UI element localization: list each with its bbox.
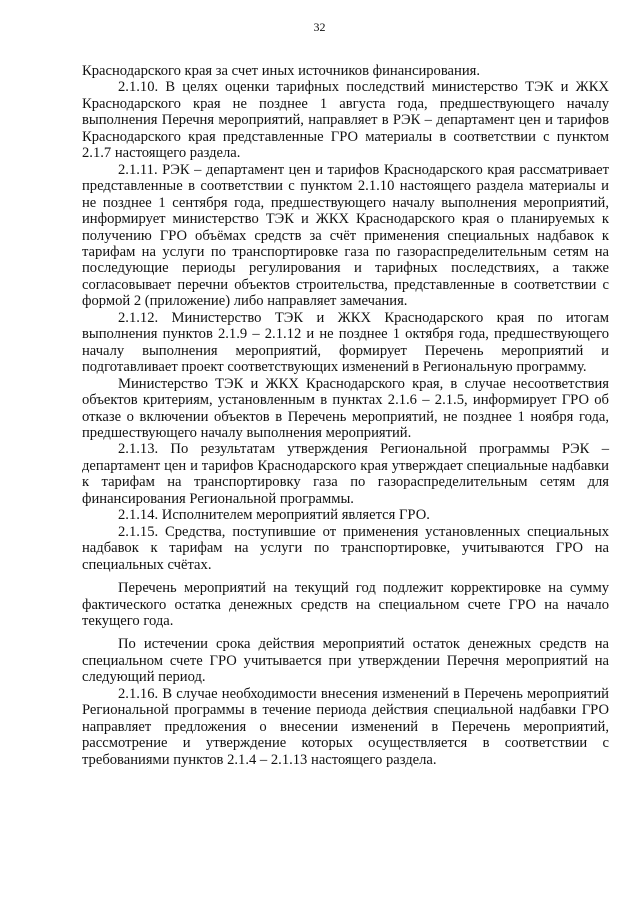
paragraph-2-1-10: 2.1.10. В целях оценки тарифных последствий министерство ТЭК и ЖКХ Краснодарского края не позднее 1 августа года, предшествующего началу выполнения Перечня мероприятий, направляет в РЭК – департамент цен и тарифов Краснодарского края представленные ГРО материалы в соответствии с пунктом 2.1.7 настоящего раздела.: [82, 79, 609, 162]
paragraph-continuation: Краснодарского края за счет иных источников финансирования.: [82, 63, 481, 79]
paragraph-ministry-notice: Министерство ТЭК и ЖКХ Краснодарского края, в случае несоответствия объектов критериям, установленным в пунктах 2.1.6 – 2.1.5, информирует ГРО об отказе о включении объектов в Перечень мероприятий, не позднее 1 ноября года, предшествующего началу выполнения мероприятий.: [82, 375, 609, 441]
paragraph-current-year-adjustment: Перечень мероприятий на текущий год подлежит корректировке на сумму фактического остатка денежных средств на специальном счете ГРО на начало текущего года.: [82, 580, 609, 629]
paragraph-2-1-12: 2.1.12. Министерство ТЭК и ЖКХ Краснодарского края по итогам выполнения пунктов 2.1.9 – 2.1.12 и не позднее 1 октября года, предшествующего началу выполнения мероприятий, формирует Перечень мероприятий и подготавливает проект соответствующих изменений в Региональную программу.: [82, 309, 609, 376]
paragraph-2-1-13: 2.1.13. По результатам утверждения Региональной программы РЭК – департамент цен и тарифов Краснодарского края утверждает специальные надбавки к тарифам на транспортировку газа по газораспределительным сетям для финансирования Региональной программы.: [82, 441, 609, 507]
paragraph-2-1-11: 2.1.11. РЭК – департамент цен и тарифов Краснодарского края рассматривает представленные в соответствии с пунктом 2.1.10 настоящего раздела материалы и не позднее 1 сентября года, предшествующего началу выполнения мероприятий, информирует министерство ТЭК и ЖКХ Краснодарского края о планируемых к получению ГРО объёмах средств за счёт применения специальных надбавок к тарифам на услуги по транспортировке газа по газораспределительным сетям на последующие периоды регулирования и тарифных последствиях, а также согласовывает перечни объектов строительства, представленные в соответствии с формой 2 (приложение) либо направляет замечания.: [82, 161, 609, 310]
document-body: [82, 63, 609, 768]
page-number: 32: [313, 20, 326, 34]
paragraph-2-1-15: 2.1.15. Средства, поступившие от применения установленных специальных надбавок к тарифам на услуги по транспортировке, учитываются ГРО на специальных счётах.: [82, 523, 609, 573]
paragraph-2-1-14: 2.1.14. Исполнителем мероприятий является ГРО.: [118, 507, 430, 524]
paragraph-2-1-16: 2.1.16. В случае необходимости внесения изменений в Перечень мероприятий Региональной программы в течение периода действия специальной надбавки ГРО направляет предложения о внесении изменений в Перечень мероприятий, рассмотрение и утверждение которых осуществляется в соответствии с требованиями пунктов 2.1.4 – 2.1.13 настоящего раздела.: [82, 685, 609, 768]
paragraph-remaining-funds: По истечении срока действия мероприятий остаток денежных средств на специальном счете ГРО учитывается при утверждении Перечня мероприятий на следующий период.: [82, 636, 609, 686]
